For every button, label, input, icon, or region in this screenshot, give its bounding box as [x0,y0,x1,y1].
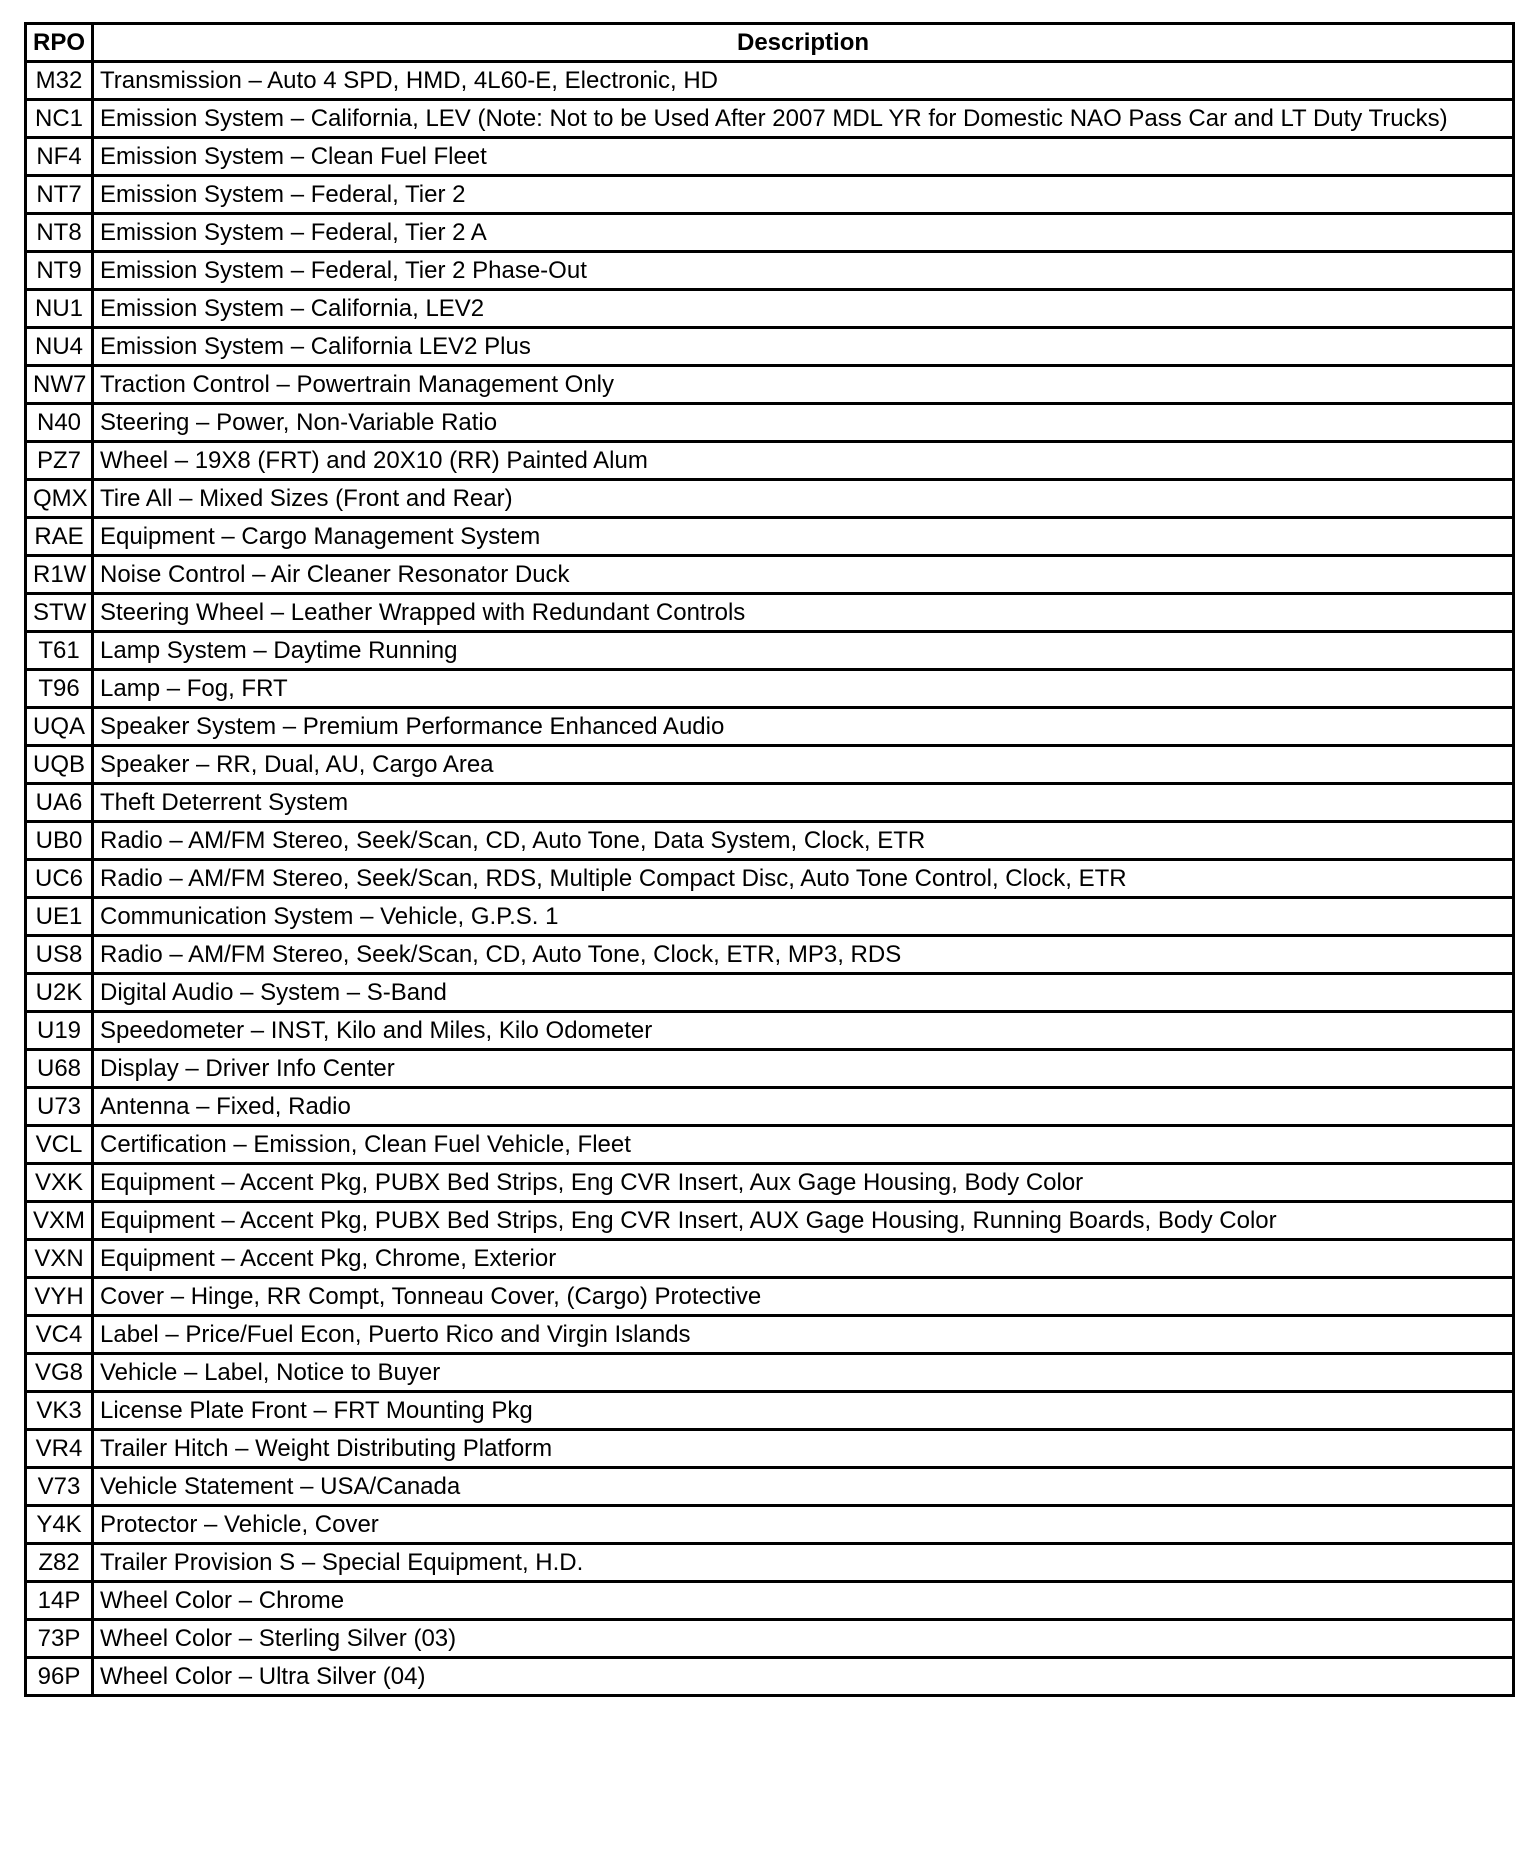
table-row [26,1392,1514,1430]
description-cell: Tire All – Mixed Sizes (Front and Rear) [93,480,1514,518]
description-cell: Steering – Power, Non-Variable Ratio [93,404,1514,442]
description-cell: Emission System – Federal, Tier 2 Phase-Out [93,252,1514,290]
rpo-code-cell: U19 [26,1012,93,1050]
rpo-code-cell: T61 [26,632,93,670]
description-cell: Antenna – Fixed, Radio [93,1088,1514,1126]
table-row [26,1050,1514,1088]
description-cell: Emission System – California LEV2 Plus [93,328,1514,366]
description-cell: License Plate Front – FRT Mounting Pkg [93,1392,1514,1430]
rpo-code-cell: NU4 [26,328,93,366]
table-row [26,518,1514,556]
description-cell: Vehicle Statement – USA/Canada [93,1468,1514,1506]
rpo-code-cell: US8 [26,936,93,974]
description-cell: Equipment – Accent Pkg, PUBX Bed Strips, Eng CVR Insert, Aux Gage Housing, Body Color [93,1164,1514,1202]
rpo-code-cell: VXN [26,1240,93,1278]
header-row [26,24,1514,62]
table-row [26,366,1514,404]
table-row [26,1582,1514,1620]
description-cell: Equipment – Accent Pkg, PUBX Bed Strips, Eng CVR Insert, AUX Gage Housing, Running Boards, Body Color [93,1202,1514,1240]
table-row [26,214,1514,252]
rpo-code-cell: 96P [26,1658,93,1696]
table-body [26,62,1514,1696]
description-cell: Digital Audio – System – S-Band [93,974,1514,1012]
description-cell: Emission System – California, LEV2 [93,290,1514,328]
description-cell: Wheel Color – Chrome [93,1582,1514,1620]
description-cell: Trailer Provision S – Special Equipment, H.D. [93,1544,1514,1582]
header-rpo: RPO [26,24,93,62]
table-row [26,1202,1514,1240]
rpo-code-cell: VCL [26,1126,93,1164]
table-row [26,480,1514,518]
rpo-table [24,22,1515,1697]
table-row [26,632,1514,670]
table-row [26,860,1514,898]
table-row [26,328,1514,366]
table-row [26,138,1514,176]
description-cell: Protector – Vehicle, Cover [93,1506,1514,1544]
rpo-code-cell: U73 [26,1088,93,1126]
rpo-code-cell: UB0 [26,822,93,860]
table-row [26,708,1514,746]
table-row [26,1316,1514,1354]
rpo-code-cell: VR4 [26,1430,93,1468]
table-row [26,1430,1514,1468]
table-row [26,1240,1514,1278]
description-cell: Emission System – Federal, Tier 2 A [93,214,1514,252]
table-row [26,1658,1514,1696]
table-row [26,670,1514,708]
rpo-code-cell: N40 [26,404,93,442]
table-row [26,1126,1514,1164]
rpo-code-cell: M32 [26,62,93,100]
description-cell: Certification – Emission, Clean Fuel Vehicle, Fleet [93,1126,1514,1164]
rpo-code-cell: Y4K [26,1506,93,1544]
table-row [26,252,1514,290]
rpo-code-cell: VG8 [26,1354,93,1392]
description-cell: Vehicle – Label, Notice to Buyer [93,1354,1514,1392]
rpo-code-cell: V73 [26,1468,93,1506]
description-cell: Lamp System – Daytime Running [93,632,1514,670]
description-cell: Transmission – Auto 4 SPD, HMD, 4L60-E, Electronic, HD [93,62,1514,100]
table-row [26,1544,1514,1582]
table-row [26,746,1514,784]
rpo-code-cell: NU1 [26,290,93,328]
header-description: Description [93,24,1514,62]
description-cell: Noise Control – Air Cleaner Resonator Duck [93,556,1514,594]
rpo-code-cell: NT8 [26,214,93,252]
description-cell: Speaker – RR, Dual, AU, Cargo Area [93,746,1514,784]
description-cell: Wheel Color – Sterling Silver (03) [93,1620,1514,1658]
rpo-code-cell: NF4 [26,138,93,176]
rpo-code-cell: 73P [26,1620,93,1658]
table-row [26,1468,1514,1506]
description-cell: Radio – AM/FM Stereo, Seek/Scan, CD, Auto Tone, Data System, Clock, ETR [93,822,1514,860]
rpo-code-cell: UQA [26,708,93,746]
description-cell: Speedometer – INST, Kilo and Miles, Kilo Odometer [93,1012,1514,1050]
rpo-code-cell: VYH [26,1278,93,1316]
table-row [26,1088,1514,1126]
description-cell: Display – Driver Info Center [93,1050,1514,1088]
rpo-code-cell: VK3 [26,1392,93,1430]
table-row [26,100,1514,138]
table-row [26,290,1514,328]
table-row [26,898,1514,936]
description-cell: Equipment – Cargo Management System [93,518,1514,556]
table-row [26,974,1514,1012]
table-row [26,442,1514,480]
rpo-code-cell: QMX [26,480,93,518]
description-cell: Emission System – Clean Fuel Fleet [93,138,1514,176]
rpo-code-cell: STW [26,594,93,632]
table-row [26,1354,1514,1392]
description-cell: Theft Deterrent System [93,784,1514,822]
table-row [26,404,1514,442]
description-cell: Traction Control – Powertrain Management Only [93,366,1514,404]
rpo-code-cell: U2K [26,974,93,1012]
rpo-code-cell: VXM [26,1202,93,1240]
rpo-code-cell: R1W [26,556,93,594]
description-cell: Emission System – California, LEV (Note: Not to be Used After 2007 MDL YR for Domestic NAO Pass Car and LT Duty Trucks) [93,100,1514,138]
description-cell: Label – Price/Fuel Econ, Puerto Rico and Virgin Islands [93,1316,1514,1354]
table-row [26,1620,1514,1658]
rpo-code-cell: NW7 [26,366,93,404]
table-row [26,936,1514,974]
rpo-code-cell: VC4 [26,1316,93,1354]
rpo-code-cell: UC6 [26,860,93,898]
rpo-code-cell: VXK [26,1164,93,1202]
description-cell: Wheel – 19X8 (FRT) and 20X10 (RR) Painted Alum [93,442,1514,480]
table-row [26,1506,1514,1544]
rpo-code-cell: RAE [26,518,93,556]
table-row [26,1164,1514,1202]
table-row [26,62,1514,100]
description-cell: Communication System – Vehicle, G.P.S. 1 [93,898,1514,936]
table-row [26,784,1514,822]
description-cell: Speaker System – Premium Performance Enhanced Audio [93,708,1514,746]
table-row [26,1278,1514,1316]
table-row [26,594,1514,632]
description-cell: Equipment – Accent Pkg, Chrome, Exterior [93,1240,1514,1278]
description-cell: Radio – AM/FM Stereo, Seek/Scan, RDS, Multiple Compact Disc, Auto Tone Control, Clock, ETR [93,860,1514,898]
description-cell: Trailer Hitch – Weight Distributing Platform [93,1430,1514,1468]
description-cell: Radio – AM/FM Stereo, Seek/Scan, CD, Auto Tone, Clock, ETR, MP3, RDS [93,936,1514,974]
table-row [26,1012,1514,1050]
description-cell: Lamp – Fog, FRT [93,670,1514,708]
table-row [26,822,1514,860]
table-header [26,24,1514,62]
rpo-code-cell: U68 [26,1050,93,1088]
rpo-code-cell: UA6 [26,784,93,822]
table-row [26,176,1514,214]
table-row [26,556,1514,594]
rpo-code-cell: T96 [26,670,93,708]
rpo-code-cell: UQB [26,746,93,784]
rpo-code-cell: UE1 [26,898,93,936]
rpo-code-cell: PZ7 [26,442,93,480]
rpo-code-cell: NT9 [26,252,93,290]
rpo-code-cell: 14P [26,1582,93,1620]
description-cell: Cover – Hinge, RR Compt, Tonneau Cover, (Cargo) Protective [93,1278,1514,1316]
description-cell: Wheel Color – Ultra Silver (04) [93,1658,1514,1696]
description-cell: Steering Wheel – Leather Wrapped with Redundant Controls [93,594,1514,632]
rpo-code-cell: Z82 [26,1544,93,1582]
description-cell: Emission System – Federal, Tier 2 [93,176,1514,214]
rpo-code-cell: NC1 [26,100,93,138]
rpo-code-cell: NT7 [26,176,93,214]
